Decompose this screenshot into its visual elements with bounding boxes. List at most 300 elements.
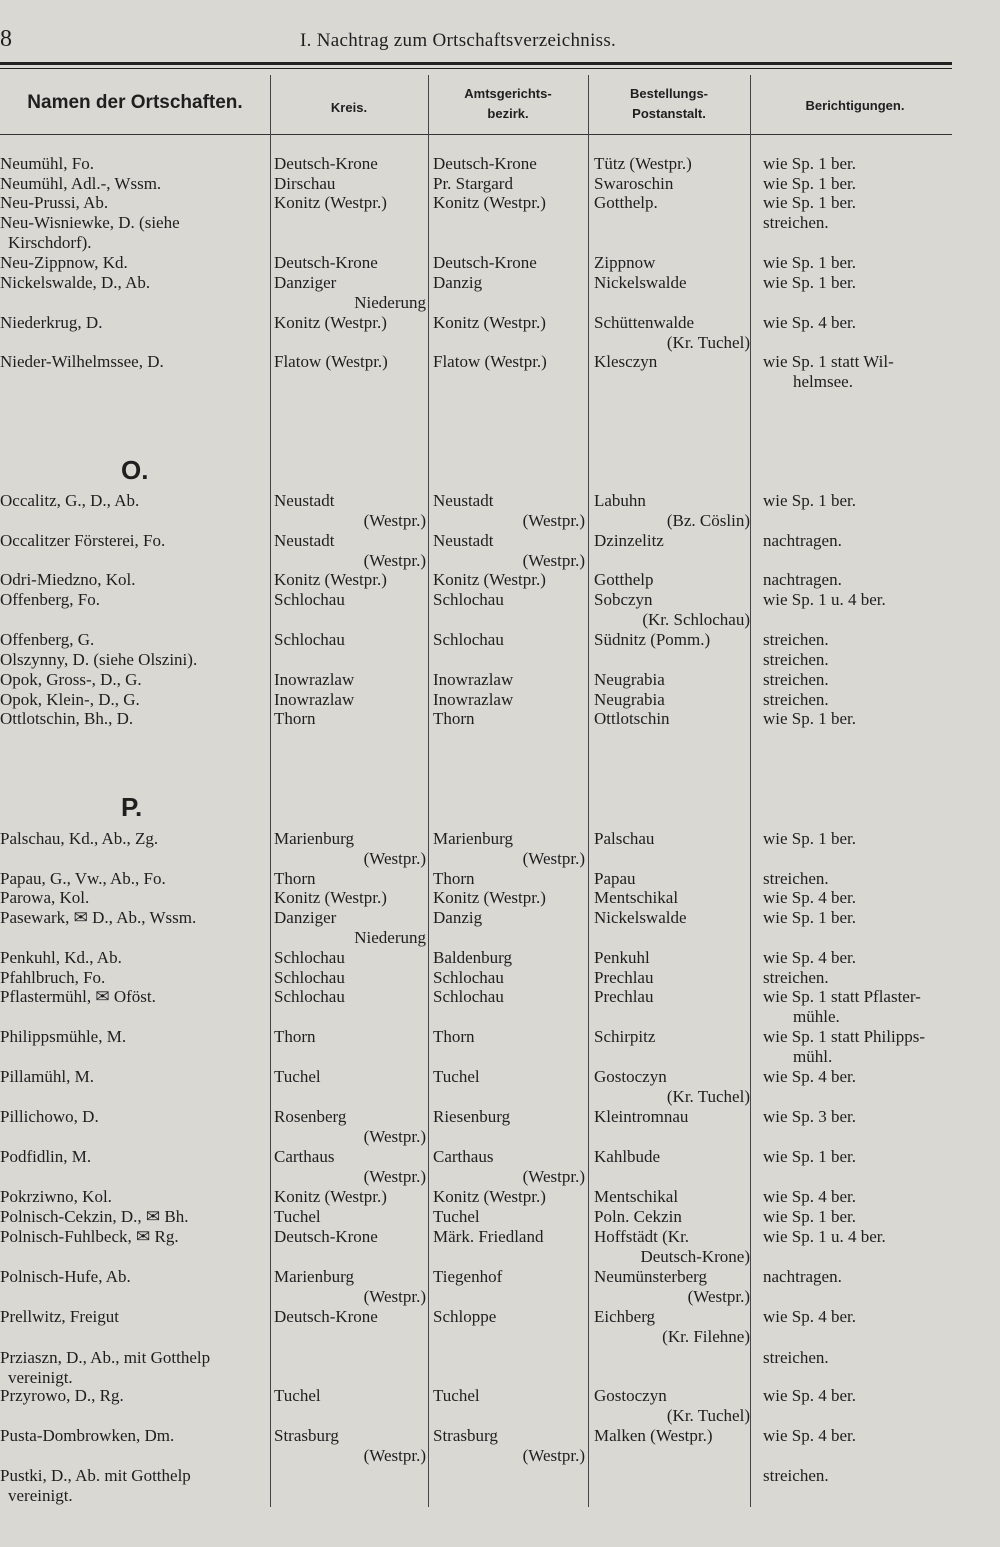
- row-name: [0, 174, 268, 194]
- row-postanstalt-line1: Dzinzelitz: [594, 531, 664, 550]
- table-row: [0, 1107, 1000, 1146]
- row-name: [0, 531, 268, 551]
- row-kreis: [274, 1227, 426, 1247]
- row-postanstalt-line1: Poln. Cekzin: [594, 1207, 682, 1226]
- row-berichtigung: [763, 829, 963, 849]
- table-row: [0, 1386, 1000, 1425]
- table-row: [0, 908, 1000, 947]
- row-name-line1: Prellwitz, Freigut: [0, 1307, 119, 1326]
- row-berichtigung-line1: nachtragen.: [763, 1267, 842, 1286]
- row-postanstalt: [594, 670, 750, 690]
- table-row: [0, 1187, 1000, 1206]
- row-kreis: [274, 273, 426, 313]
- row-name: [0, 491, 268, 511]
- row-name-line1: Pflastermühl, ✉ Oföst.: [0, 987, 156, 1006]
- row-postanstalt: [594, 273, 750, 293]
- row-amtsgericht: [433, 491, 585, 531]
- row-name-line1: Nickelswalde, D., Ab.: [0, 273, 151, 292]
- row-berichtigung-line1: wie Sp. 1 statt Wil-: [763, 352, 894, 371]
- header-amtsgerichtsbezirk: [428, 84, 588, 124]
- row-postanstalt-line1: Gostoczyn: [594, 1067, 667, 1086]
- column-divider: [588, 75, 589, 1507]
- row-berichtigung-line1: wie Sp. 1 ber.: [763, 1147, 857, 1166]
- row-berichtigung: [763, 948, 963, 968]
- row-amtsgericht-line1: Konitz (Westpr.): [433, 1187, 546, 1206]
- row-kreis-line1: Thorn: [274, 869, 316, 888]
- row-berichtigung-line1: streichen.: [763, 630, 829, 649]
- row-name: [0, 1027, 268, 1047]
- row-kreis: [274, 709, 426, 729]
- row-name-line1: Penkuhl, Kd., Ab.: [0, 948, 122, 967]
- row-berichtigung: [763, 491, 963, 511]
- page-number: 8: [0, 26, 12, 52]
- row-name: [0, 1426, 268, 1446]
- row-amtsgericht-line1: Tiegenhof: [433, 1267, 503, 1286]
- row-amtsgericht: [433, 1307, 585, 1327]
- row-amtsgericht-line1: Konitz (Westpr.): [433, 313, 546, 332]
- row-kreis-line1: Schlochau: [274, 590, 345, 609]
- row-name: [0, 1348, 268, 1388]
- row-postanstalt: [594, 709, 750, 729]
- table-row: [0, 1307, 1000, 1346]
- row-postanstalt-line2: (Kr. Tuchel): [666, 1406, 750, 1425]
- row-postanstalt-line1: Ottlotschin: [594, 709, 670, 728]
- row-name-line1: Offenberg, G.: [0, 630, 95, 649]
- row-postanstalt-line2: (Kr. Tuchel): [666, 333, 750, 352]
- row-kreis-line2: (Westpr.): [363, 1287, 426, 1306]
- table-row: [0, 709, 1000, 728]
- row-postanstalt: [594, 352, 750, 372]
- row-name-line1: Pustki, D., Ab. mit Gotthelp: [0, 1466, 191, 1485]
- row-amtsgericht: [433, 908, 585, 928]
- row-amtsgericht-line1: Riesenburg: [433, 1107, 511, 1126]
- row-name-line1: Offenberg, Fo.: [0, 590, 100, 609]
- row-postanstalt-line1: Swaroschin: [594, 174, 674, 193]
- row-name-line1: Prziaszn, D., Ab., mit Gotthelp: [0, 1348, 211, 1367]
- row-kreis: [274, 352, 426, 372]
- row-amtsgericht-line1: Tuchel: [433, 1207, 480, 1226]
- table-row: [0, 491, 1000, 530]
- section-letter-p: P.: [121, 792, 143, 822]
- row-postanstalt-line1: Neumünsterberg: [594, 1267, 707, 1286]
- row-name: [0, 1227, 268, 1247]
- row-name-line2: vereinigt.: [8, 1486, 73, 1505]
- row-postanstalt-line1: Mentschikal: [594, 888, 679, 907]
- row-postanstalt: [594, 1187, 750, 1207]
- row-postanstalt: [594, 313, 750, 353]
- row-postanstalt: [594, 1386, 750, 1426]
- row-berichtigung-line1: wie Sp. 1 ber.: [763, 273, 857, 292]
- row-kreis: [274, 908, 426, 948]
- row-kreis: [274, 1386, 426, 1406]
- row-amtsgericht-line1: Baldenburg: [433, 948, 513, 967]
- row-berichtigung-line1: wie Sp. 1 ber.: [763, 174, 857, 193]
- row-amtsgericht: [433, 1267, 585, 1287]
- row-postanstalt-line1: Prechlau: [594, 987, 654, 1006]
- row-name: [0, 1307, 268, 1327]
- table-row: [0, 590, 1000, 629]
- header-post-line2: Postanstalt.: [632, 106, 706, 121]
- row-kreis: [274, 531, 426, 571]
- row-kreis-line1: Schlochau: [274, 630, 345, 649]
- row-name: [0, 709, 268, 729]
- row-berichtigung-line1: wie Sp. 4 ber.: [763, 1187, 857, 1206]
- row-amtsgericht: [433, 968, 585, 988]
- row-berichtigung: [763, 908, 963, 928]
- row-berichtigung-line1: wie Sp. 1 u. 4 ber.: [763, 590, 886, 609]
- row-kreis-line1: Schlochau: [274, 987, 345, 1006]
- row-postanstalt-line1: Eichberg: [594, 1307, 656, 1326]
- row-kreis-line2: (Westpr.): [363, 511, 426, 530]
- row-kreis-line1: Inowrazlaw: [274, 690, 355, 709]
- row-amtsgericht: [433, 948, 585, 968]
- row-postanstalt-line1: Südnitz (Pomm.): [594, 630, 711, 649]
- row-name-line2: Kirschdorf).: [8, 233, 92, 252]
- table-row: [0, 630, 1000, 649]
- table-row: [0, 650, 1000, 669]
- row-kreis-line1: Deutsch-Krone: [274, 1307, 378, 1326]
- row-postanstalt-line1: Prechlau: [594, 968, 654, 987]
- row-amtsgericht: [433, 1147, 585, 1187]
- row-kreis: [274, 1147, 426, 1187]
- row-amtsgericht-line1: Schlochau: [433, 968, 504, 987]
- row-kreis-line1: Konitz (Westpr.): [274, 193, 387, 212]
- row-berichtigung: [763, 869, 963, 889]
- row-kreis: [274, 888, 426, 908]
- row-name: [0, 253, 268, 273]
- row-berichtigung: [763, 1187, 963, 1207]
- row-kreis-line1: Deutsch-Krone: [274, 253, 378, 272]
- row-kreis-line1: Danziger: [274, 908, 337, 927]
- row-kreis-line1: Schlochau: [274, 948, 345, 967]
- row-name-line1: Neumühl, Adl.-, Wssm.: [0, 174, 162, 193]
- row-berichtigung-line1: streichen.: [763, 869, 829, 888]
- row-amtsgericht-line1: Schloppe: [433, 1307, 497, 1326]
- row-kreis-line2: (Westpr.): [363, 849, 426, 868]
- row-kreis: [274, 1267, 426, 1307]
- row-name-line1: Parowa, Kol.: [0, 888, 90, 907]
- row-berichtigung-line1: wie Sp. 4 ber.: [763, 1386, 857, 1405]
- row-kreis: [274, 968, 426, 988]
- row-amtsgericht: [433, 829, 585, 869]
- row-kreis-line1: Neustadt: [274, 491, 335, 510]
- row-berichtigung-line1: wie Sp. 4 ber.: [763, 948, 857, 967]
- row-kreis-line2: (Westpr.): [363, 1127, 426, 1146]
- row-berichtigung-line1: wie Sp. 1 ber.: [763, 709, 857, 728]
- row-kreis: [274, 253, 426, 273]
- row-amtsgericht: [433, 1187, 585, 1207]
- row-postanstalt-line2: (Bz. Cöslin): [666, 511, 750, 530]
- table-row: [0, 829, 1000, 868]
- row-berichtigung: [763, 1348, 963, 1368]
- row-amtsgericht-line1: Neustadt: [433, 491, 494, 510]
- row-amtsgericht-line2: (Westpr.): [522, 511, 585, 530]
- row-name-line1: Occalitzer Försterei, Fo.: [0, 531, 166, 550]
- row-amtsgericht: [433, 869, 585, 889]
- row-postanstalt: [594, 570, 750, 590]
- row-name-line1: Pillamühl, M.: [0, 1067, 94, 1086]
- row-amtsgericht: [433, 1207, 585, 1227]
- table-row: [0, 570, 1000, 589]
- row-amtsgericht-line1: Pr. Stargard: [433, 174, 513, 193]
- row-name: [0, 193, 268, 213]
- row-kreis: [274, 1307, 426, 1327]
- row-kreis-line2: Niederung: [354, 928, 426, 947]
- row-kreis-line1: Tuchel: [274, 1386, 321, 1405]
- row-name-line1: Neu-Zippnow, Kd.: [0, 253, 128, 272]
- row-berichtigung: [763, 1227, 963, 1247]
- row-kreis-line2: (Westpr.): [363, 1167, 426, 1186]
- row-berichtigung: [763, 273, 963, 293]
- row-postanstalt-line1: Tütz (Westpr.): [594, 154, 692, 173]
- row-amtsgericht: [433, 154, 585, 174]
- row-berichtigung: [763, 154, 963, 174]
- row-name-line1: Palschau, Kd., Ab., Zg.: [0, 829, 159, 848]
- row-postanstalt: [594, 253, 750, 273]
- row-name-line1: Odri-Miedzno, Kol.: [0, 570, 136, 589]
- row-name-line1: Polnisch-Hufe, Ab.: [0, 1267, 131, 1286]
- header-name: Namen der Ortschaften.: [27, 92, 243, 113]
- row-postanstalt: [594, 193, 750, 213]
- row-amtsgericht-line1: Deutsch-Krone: [433, 253, 537, 272]
- row-name: [0, 968, 268, 988]
- row-name: [0, 1386, 268, 1406]
- row-amtsgericht: [433, 531, 585, 571]
- row-kreis-line1: Deutsch-Krone: [274, 154, 378, 173]
- row-postanstalt-line1: Palschau: [594, 829, 655, 848]
- row-kreis: [274, 690, 426, 710]
- row-amtsgericht-line1: Konitz (Westpr.): [433, 570, 546, 589]
- row-name: [0, 829, 268, 849]
- row-berichtigung: [763, 968, 963, 988]
- top-rule: [0, 62, 952, 65]
- row-amtsgericht: [433, 1067, 585, 1087]
- row-berichtigung-line1: wie Sp. 1 statt Pflaster-: [763, 987, 921, 1006]
- row-postanstalt-line1: Kleintromnau: [594, 1107, 689, 1126]
- row-kreis: [274, 948, 426, 968]
- row-kreis-line2: Niederung: [354, 293, 426, 312]
- row-berichtigung: [763, 1107, 963, 1127]
- row-kreis-line1: Inowrazlaw: [274, 670, 355, 689]
- header-post-line1: Bestellungs-: [629, 86, 708, 101]
- row-kreis: [274, 154, 426, 174]
- row-name: [0, 908, 268, 928]
- row-berichtigung: [763, 1386, 963, 1406]
- row-name: [0, 1067, 268, 1087]
- row-berichtigung: [763, 253, 963, 273]
- column-divider: [428, 75, 429, 1507]
- row-kreis-line1: Konitz (Westpr.): [274, 888, 387, 907]
- row-kreis: [274, 313, 426, 333]
- row-name: [0, 670, 268, 690]
- row-name-line1: Papau, G., Vw., Ab., Fo.: [0, 869, 166, 888]
- section-letter-o: O.: [121, 455, 149, 485]
- table-row: [0, 690, 1000, 709]
- row-postanstalt-line1: Gotthelp.: [594, 193, 658, 212]
- row-kreis-line1: Tuchel: [274, 1207, 321, 1226]
- row-berichtigung: [763, 670, 963, 690]
- row-berichtigung-line1: wie Sp. 4 ber.: [763, 1307, 857, 1326]
- row-berichtigung: [763, 1147, 963, 1167]
- row-berichtigung-line1: wie Sp. 1 ber.: [763, 491, 857, 510]
- table-row: [0, 987, 1000, 1026]
- row-kreis-line2: (Westpr.): [363, 551, 426, 570]
- row-kreis-line1: Marienburg: [274, 829, 354, 848]
- row-amtsgericht-line1: Thorn: [433, 709, 475, 728]
- row-berichtigung: [763, 313, 963, 333]
- row-amtsgericht: [433, 709, 585, 729]
- row-berichtigung-line2: helmsee.: [793, 372, 853, 391]
- row-amtsgericht-line1: Konitz (Westpr.): [433, 193, 546, 212]
- table-row: [0, 154, 1000, 173]
- row-berichtigung-line1: wie Sp. 1 ber.: [763, 829, 857, 848]
- row-kreis-line1: Thorn: [274, 709, 316, 728]
- row-amtsgericht: [433, 1107, 585, 1127]
- row-amtsgericht: [433, 273, 585, 293]
- table-row: [0, 1466, 1000, 1505]
- row-berichtigung-line1: wie Sp. 4 ber.: [763, 1067, 857, 1086]
- row-berichtigung-line1: wie Sp. 1 ber.: [763, 1207, 857, 1226]
- row-amtsgericht-line1: Schlochau: [433, 630, 504, 649]
- row-kreis: [274, 570, 426, 590]
- row-name: [0, 630, 268, 650]
- row-postanstalt-line1: Schirpitz: [594, 1027, 656, 1046]
- row-amtsgericht: [433, 987, 585, 1007]
- row-berichtigung-line1: streichen.: [763, 650, 829, 669]
- row-name-line1: Olszynny, D. (siehe Olszini).: [0, 650, 198, 669]
- row-postanstalt: [594, 630, 750, 650]
- row-amtsgericht: [433, 690, 585, 710]
- row-kreis: [274, 193, 426, 213]
- row-name: [0, 869, 268, 889]
- row-berichtigung-line1: streichen.: [763, 213, 829, 232]
- row-berichtigung-line1: wie Sp. 1 statt Philipps-: [763, 1027, 925, 1046]
- row-kreis: [274, 987, 426, 1007]
- table-row: [0, 1426, 1000, 1465]
- row-postanstalt: [594, 1147, 750, 1167]
- row-postanstalt-line2: (Kr. Tuchel): [666, 1087, 750, 1106]
- table-row: [0, 1147, 1000, 1186]
- row-name-line1: Neu-Wisniewke, D. (siehe: [0, 213, 180, 232]
- row-berichtigung: [763, 1027, 963, 1067]
- row-name-line1: Pusta-Dombrowken, Dm.: [0, 1426, 175, 1445]
- table-row: [0, 273, 1000, 312]
- row-amtsgericht: [433, 570, 585, 590]
- table-row: [0, 1027, 1000, 1066]
- table-row: [0, 1267, 1000, 1306]
- table-row: [0, 174, 1000, 193]
- row-berichtigung: [763, 650, 963, 670]
- row-kreis-line1: Rosenberg: [274, 1107, 347, 1126]
- top-rule-thin: [0, 68, 952, 69]
- row-berichtigung: [763, 1207, 963, 1227]
- row-name: [0, 570, 268, 590]
- table-row: [0, 313, 1000, 352]
- row-amtsgericht: [433, 1386, 585, 1406]
- row-name-line1: Pasewark, ✉ D., Ab., Wssm.: [0, 908, 197, 927]
- row-name: [0, 650, 268, 670]
- row-berichtigung: [763, 987, 963, 1027]
- row-berichtigung: [763, 174, 963, 194]
- table-row: [0, 352, 1000, 391]
- column-divider: [750, 75, 751, 1507]
- row-kreis: [274, 630, 426, 650]
- row-berichtigung: [763, 690, 963, 710]
- row-name-line1: Nieder-Wilhelmssee, D.: [0, 352, 164, 371]
- row-amtsgericht: [433, 590, 585, 610]
- row-amtsgericht-line1: Thorn: [433, 1027, 475, 1046]
- row-amtsgericht-line1: Tuchel: [433, 1386, 480, 1405]
- row-berichtigung: [763, 193, 963, 213]
- row-name: [0, 1207, 268, 1227]
- row-postanstalt-line1: Zippnow: [594, 253, 656, 272]
- row-berichtigung-line1: streichen.: [763, 1348, 829, 1367]
- row-amtsgericht-line1: Neustadt: [433, 531, 494, 550]
- row-name-line2: vereinigt.: [8, 1368, 73, 1387]
- row-amtsgericht-line1: Strasburg: [433, 1426, 498, 1445]
- row-kreis-line1: Carthaus: [274, 1147, 335, 1166]
- row-postanstalt-line1: Klesczyn: [594, 352, 658, 371]
- header-berichtigungen: Berichtigungen.: [805, 98, 905, 113]
- row-postanstalt-line1: Papau: [594, 869, 636, 888]
- row-kreis: [274, 1107, 426, 1147]
- header-amt-line2: bezirk.: [487, 106, 529, 121]
- running-title: I. Nachtrag zum Ortschaftsverzeichniss.: [300, 30, 617, 51]
- row-kreis: [274, 1067, 426, 1087]
- row-amtsgericht-line1: Inowrazlaw: [433, 670, 514, 689]
- row-postanstalt: [594, 1227, 750, 1267]
- table-row: [0, 253, 1000, 272]
- table-row: [0, 968, 1000, 987]
- row-kreis: [274, 174, 426, 194]
- row-kreis: [274, 1027, 426, 1047]
- row-berichtigung-line1: wie Sp. 1 ber.: [763, 253, 857, 272]
- row-postanstalt-line1: Labuhn: [594, 491, 646, 510]
- row-kreis-line1: Thorn: [274, 1027, 316, 1046]
- row-kreis-line1: Schlochau: [274, 968, 345, 987]
- row-berichtigung-line1: wie Sp. 3 ber.: [763, 1107, 857, 1126]
- row-berichtigung: [763, 570, 963, 590]
- row-amtsgericht-line2: (Westpr.): [522, 1167, 585, 1186]
- row-berichtigung-line1: wie Sp. 1 ber.: [763, 193, 857, 212]
- row-amtsgericht: [433, 193, 585, 213]
- row-kreis-line1: Strasburg: [274, 1426, 339, 1445]
- row-postanstalt-line1: Nickelswalde: [594, 273, 687, 292]
- row-name: [0, 987, 268, 1007]
- row-berichtigung-line1: wie Sp. 1 u. 4 ber.: [763, 1227, 886, 1246]
- row-name-line1: Niederkrug, D.: [0, 313, 103, 332]
- row-name: [0, 213, 268, 253]
- row-name-line1: Neu-Prussi, Ab.: [0, 193, 109, 212]
- row-name: [0, 1107, 268, 1127]
- header-rule: [0, 134, 952, 135]
- table-row: [0, 888, 1000, 907]
- row-kreis-line1: Tuchel: [274, 1067, 321, 1086]
- row-kreis-line1: Marienburg: [274, 1267, 354, 1286]
- row-amtsgericht-line1: Märk. Friedland: [433, 1227, 544, 1246]
- row-berichtigung: [763, 352, 963, 392]
- row-postanstalt-line1: Kahlbude: [594, 1147, 661, 1166]
- row-postanstalt-line2: (Kr. Filehne): [662, 1327, 750, 1346]
- row-amtsgericht: [433, 352, 585, 372]
- row-postanstalt-line1: Hoffstädt (Kr.: [594, 1227, 690, 1246]
- row-name-line1: Pfahlbruch, Fo.: [0, 968, 106, 987]
- row-berichtigung-line1: streichen.: [763, 670, 829, 689]
- table-row: [0, 1348, 1000, 1387]
- row-berichtigung: [763, 1267, 963, 1287]
- row-amtsgericht-line2: (Westpr.): [522, 849, 585, 868]
- row-amtsgericht: [433, 313, 585, 333]
